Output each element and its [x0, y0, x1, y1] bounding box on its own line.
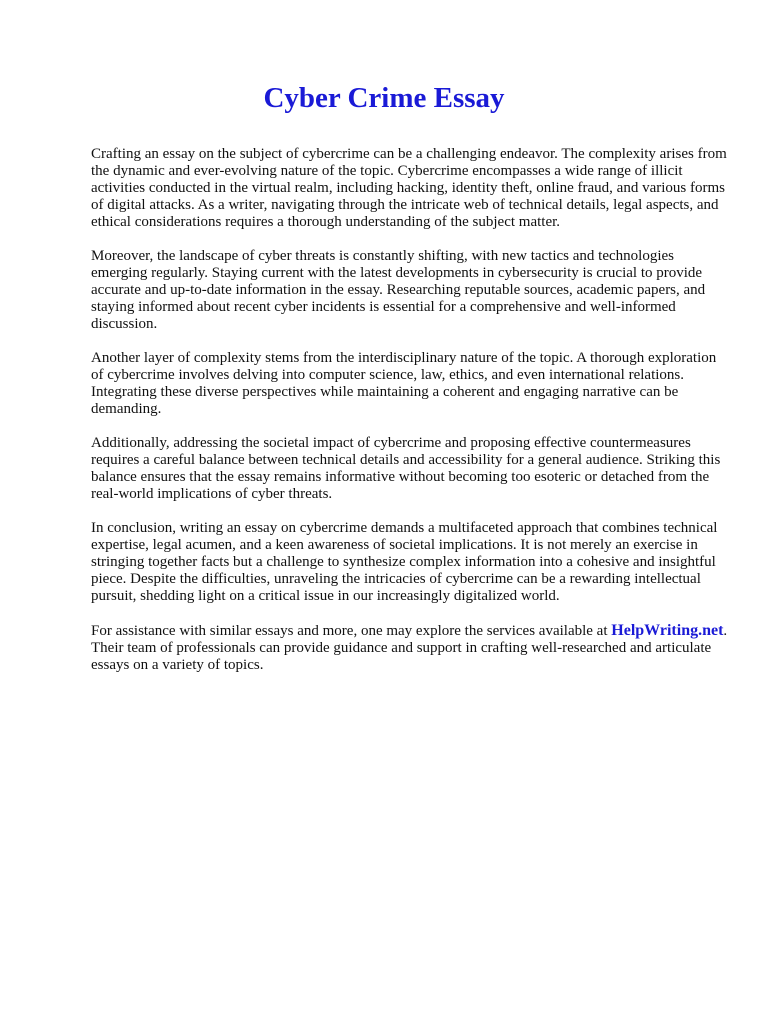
closing-paragraph: [91, 622, 731, 674]
closing-text-after: . Their team of professionals can provide guidance and support in crafting well-researched and articulate essays on a variety of topics.: [91, 623, 728, 673]
page-title: Cyber Crime Essay: [263, 82, 505, 114]
closing-text-before: For assistance with similar essays and more, one may explore the services available at: [91, 623, 612, 639]
paragraph-2: Moreover, the landscape of cyber threats is constantly shifting, with new tactics and technologies emerging regularly. Staying current with the latest developments in cybersecurity is crucial to provide accurate and up-to-date information in the essay. Researching reputable sources, academic papers, and staying informed about recent cyber incidents is essential for a comprehensive and well-informed discussion.: [91, 248, 706, 332]
paragraph-1: Crafting an essay on the subject of cybercrime can be a challenging endeavor. The complexity arises from the dynamic and ever-evolving nature of the topic. Cybercrime encompasses a wide range of illicit activities conducted in the virtual realm, including hacking, identity theft, online fraud, and various forms of digital attacks. As a writer, navigating through the intricate web of technical details, legal aspects, and ethical considerations requires a thorough understanding of the subject matter.: [91, 146, 727, 230]
paragraph-3: Another layer of complexity stems from the interdisciplinary nature of the topic. A thorough exploration of cybercrime involves delving into computer science, law, ethics, and even international relations. Integrating these diverse perspectives while maintaining a coherent and engaging narrative can be demanding.: [91, 350, 717, 417]
helpwriting-link[interactable]: HelpWriting.net: [611, 622, 724, 639]
essay-body: [91, 146, 731, 691]
paragraph-4: Additionally, addressing the societal impact of cybercrime and proposing effective countermeasures requires a careful balance between technical details and accessibility for a general audience. Striking this balance ensures that the essay remains informative without becoming too esoteric or detached from the real-world implications of cyber threats.: [91, 435, 721, 502]
paragraph-5: In conclusion, writing an essay on cybercrime demands a multifaceted approach that combines technical expertise, legal acumen, and a keen awareness of societal implications. It is not merely an exercise in stringing together facts but a challenge to synthesize complex information into a cohesive and insightful piece. Despite the difficulties, unraveling the intricacies of cybercrime can be a rewarding intellectual pursuit, shedding light on a critical issue in our increasingly digitalized world.: [91, 520, 718, 604]
